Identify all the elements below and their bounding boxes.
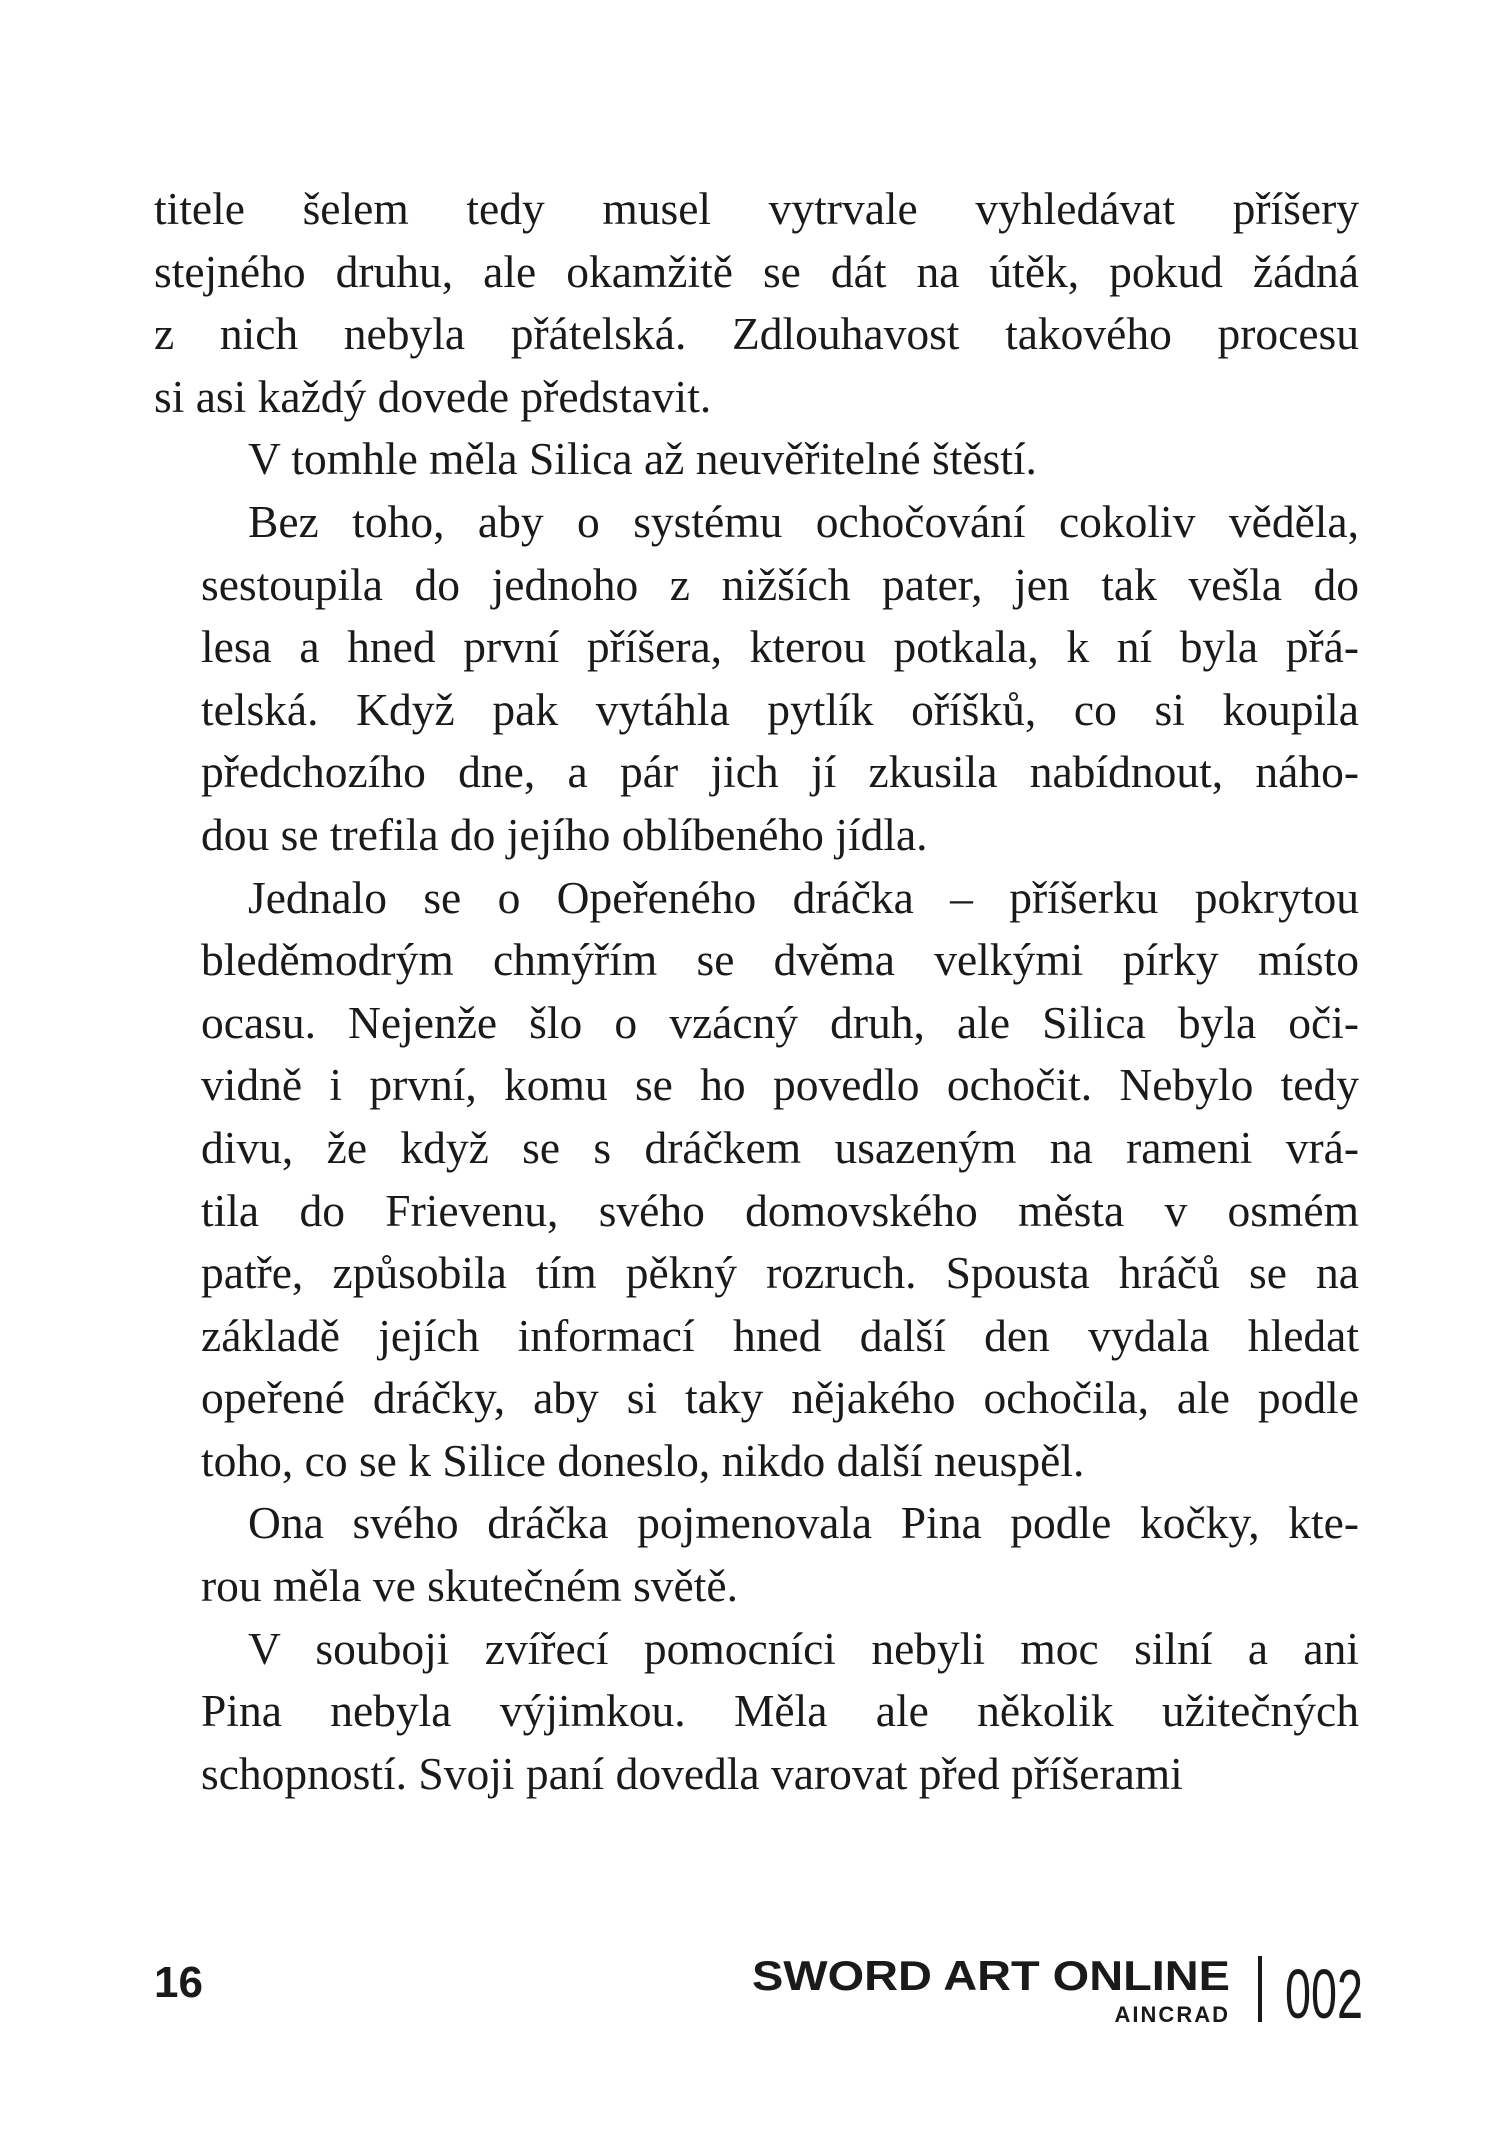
text-line: lesa a hned první příšera, kterou potkala, k ní byla přá- xyxy=(201,621,1359,673)
paragraph xyxy=(154,491,1359,867)
text-line: Jednalo se o Opeřeného dráčka – příšerku pokrytou xyxy=(248,871,1359,923)
text-line: Bez toho, aby o systému ochočování cokoliv věděla, xyxy=(248,495,1359,547)
text-line: z nich nebyla přátelská. Zdlouhavost takového procesu xyxy=(154,308,1359,360)
text-line: ocasu. Nejenže šlo o vzácný druh, ale Silica byla oči- xyxy=(201,996,1359,1048)
text-line: předchozího dne, a pár jich jí zkusila nabídnout, náho- xyxy=(201,746,1359,798)
text-line: vidně i první, komu se ho povedlo ochočit. Nebylo tedy xyxy=(201,1059,1359,1111)
series-logo-subtitle: AINCRAD xyxy=(1114,2002,1230,2027)
text-line: rou měla ve skutečném světě. xyxy=(201,1560,738,1612)
text-line: telská. Když pak vytáhla pytlík oříšků, co si koupila xyxy=(201,683,1359,735)
text-line: Ona svého dráčka pojmenovala Pina podle kočky, kte- xyxy=(248,1497,1359,1549)
text-line: titele šelem tedy musel vytrvale vyhledávat příšery xyxy=(154,183,1359,234)
paragraph xyxy=(154,1492,1359,1617)
text-line: toho, co se k Silice doneslo, nikdo další neuspěl. xyxy=(201,1434,1085,1486)
paragraph xyxy=(154,1618,1359,1806)
text-line: základě jejích informací hned další den vydala hledat xyxy=(201,1309,1359,1361)
text-line: opeřené dráčky, aby si taky nějakého ochočila, ale podle xyxy=(201,1372,1359,1424)
page-number: 16 xyxy=(154,1958,203,2007)
text-line: sestoupila do jednoho z nižších pater, jen tak vešla do xyxy=(201,558,1359,610)
paragraph xyxy=(154,178,1359,428)
text-line: bleděmodrým chmýřím se dvěma velkými pírky místo xyxy=(201,934,1359,986)
text-line: Pina nebyla výjimkou. Měla ale několik užitečných xyxy=(201,1685,1359,1737)
series-logo-divider xyxy=(1258,1956,1262,2022)
body-text xyxy=(154,178,1359,1805)
series-logo-title: SWORD ART ONLINE xyxy=(752,1952,1230,1999)
text-line: tila do Frievenu, svého domovského města v osmém xyxy=(201,1184,1359,1236)
text-line: patře, způsobila tím pěkný rozruch. Spousta hráčů se na xyxy=(201,1247,1359,1299)
series-logo xyxy=(752,1938,1364,2038)
paragraph xyxy=(154,867,1359,1493)
text-line: V tomhle měla Silica až neuvěřitelné štěstí. xyxy=(248,433,1037,485)
text-line: dou se trefila do jejího oblíbeného jídla. xyxy=(201,808,928,860)
text-line: si asi každý dovede představit. xyxy=(154,370,712,422)
text-line: V souboji zvířecí pomocníci nebyli moc silní a ani xyxy=(248,1622,1359,1674)
text-line: divu, že když se s dráčkem usazeným na rameni vrá- xyxy=(201,1121,1359,1173)
text-line: schopností. Svoji paní dovedla varovat před příšerami xyxy=(201,1747,1183,1799)
text-line: stejného druhu, ale okamžitě se dát na útěk, pokud žádná xyxy=(154,245,1359,297)
series-logo-volume: 002 xyxy=(1285,1955,1363,2033)
paragraph xyxy=(154,428,1359,491)
